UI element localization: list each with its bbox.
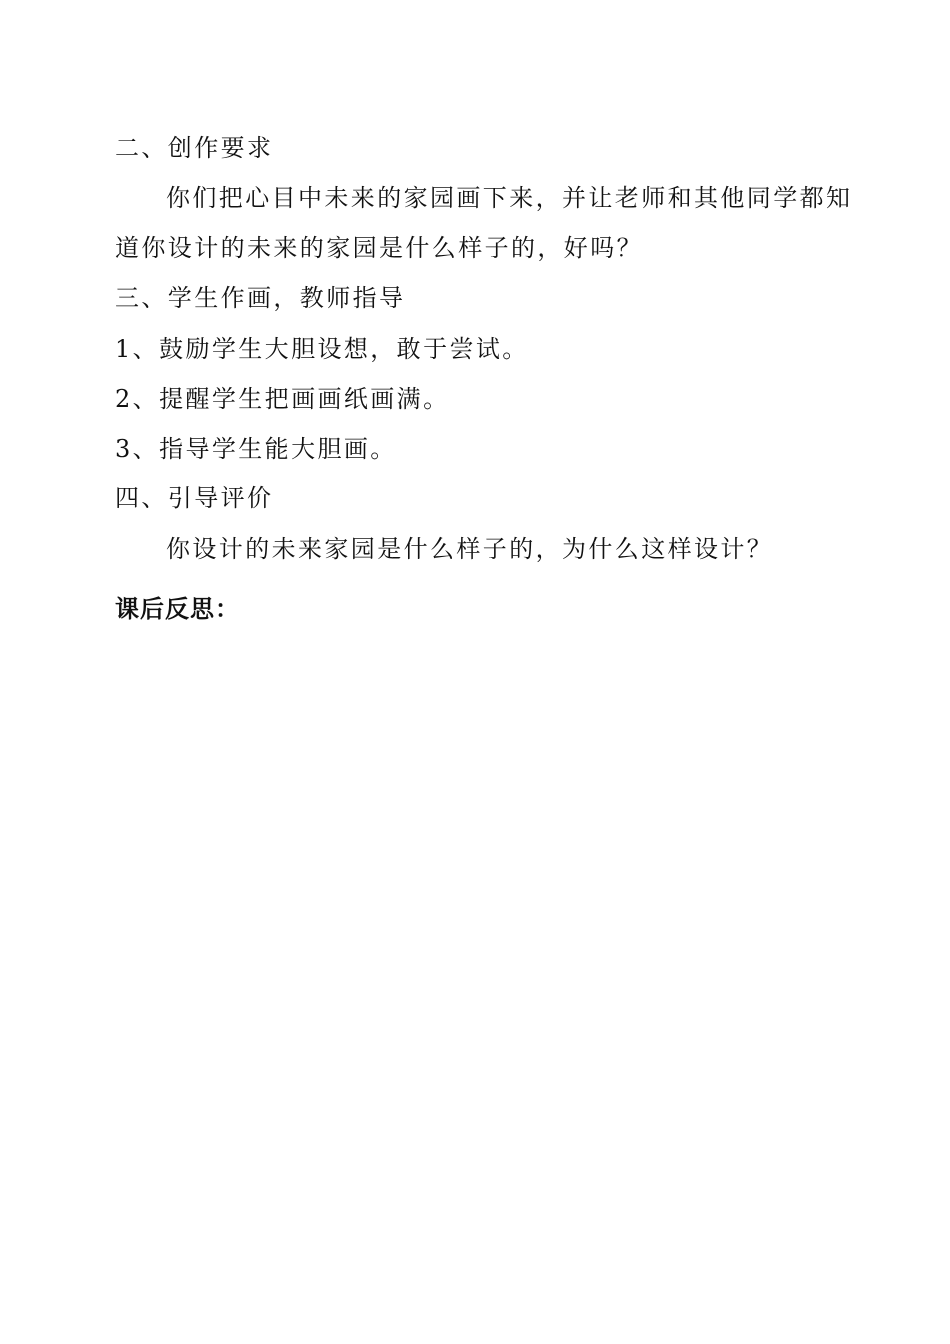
paragraph-line: 道你设计的未来的家园是什么样子的，好吗？: [115, 234, 643, 262]
paragraph-line: 你们把心目中未来的家园画下来，并让老师和其他同学都知: [166, 184, 853, 212]
section-heading-student-drawing: 三、学生作画，教师指导: [115, 284, 406, 312]
section-heading-evaluation: 四、引导评价: [115, 484, 274, 512]
list-item: 3、指导学生能大胆画。: [115, 435, 397, 463]
list-item: 2、提醒学生把画画纸画满。: [115, 385, 450, 413]
section-heading-creation-requirements: 二、创作要求: [115, 134, 274, 162]
paragraph-line: 你设计的未来家园是什么样子的，为什么这样设计？: [166, 535, 774, 563]
reflection-heading: 课后反思：: [115, 595, 240, 623]
list-item: 1、鼓励学生大胆设想，敢于尝试。: [115, 335, 529, 363]
